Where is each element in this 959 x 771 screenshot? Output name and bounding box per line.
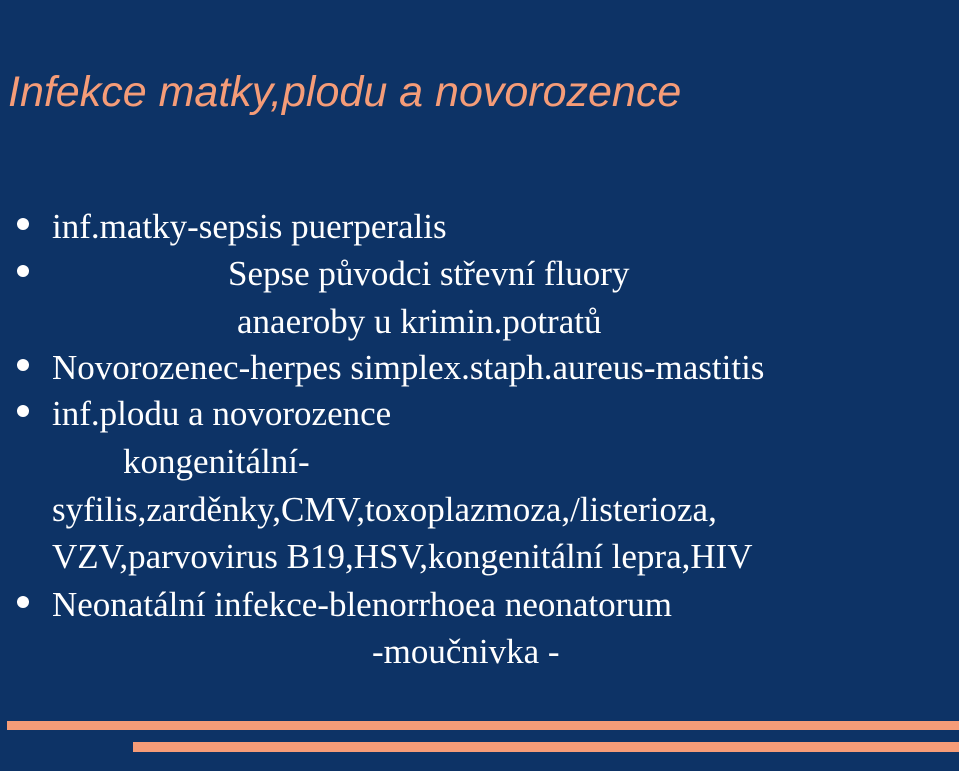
bullet-text-continuation: kongenitální-	[123, 442, 310, 481]
bullet-dot	[17, 405, 29, 417]
bullet-text: Sepse původci střevní fluory	[228, 254, 630, 293]
decorative-rule-top	[7, 721, 959, 730]
bullet-text-continuation: VZV,parvovirus B19,HSV,kongenitální lepra,HIV	[52, 537, 753, 576]
bullet-text: inf.matky-sepsis puerperalis	[52, 207, 447, 246]
slide-title: Infekce matky,plodu a novorozence	[8, 68, 682, 116]
bullet-text: inf.plodu a novorozence	[52, 394, 392, 433]
bullet-text: Novorozenec-herpes simplex.staph.aureus-mastitis	[52, 348, 765, 387]
bullet-dot	[17, 265, 29, 277]
bullet-text-continuation: anaeroby u krimin.potratů	[237, 302, 602, 341]
bullet-dot	[17, 596, 29, 608]
bullet-text: Neonatální infekce-blenorrhoea neonatorum	[52, 585, 673, 624]
bullet-text-continuation: -moučnivka -	[372, 632, 560, 671]
bullet-dot	[17, 218, 29, 230]
decorative-rule-bottom	[133, 742, 959, 752]
bullet-dot	[17, 359, 29, 371]
bullet-text-continuation: syfilis,zarděnky,CMV,toxoplazmoza,/listerioza,	[52, 490, 717, 529]
